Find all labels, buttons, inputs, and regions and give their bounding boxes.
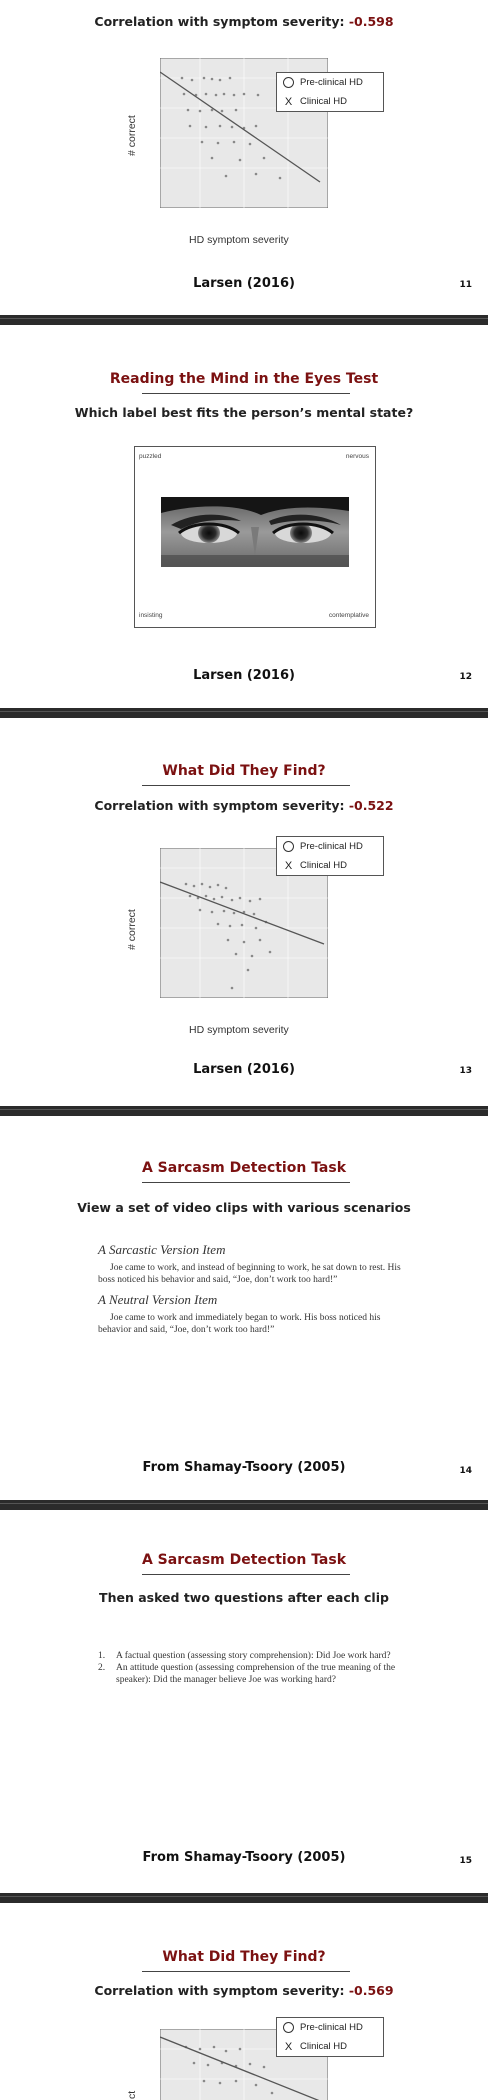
subtitle-text: Correlation with symptom severity:: [94, 1983, 349, 1998]
circle-marker-icon: [283, 2022, 294, 2033]
legend-16: [276, 2017, 384, 2057]
legend-item-pre-clinical: [277, 73, 383, 92]
slide-14: [0, 1116, 488, 1500]
slide-divider: [0, 1893, 488, 1903]
slide-13-source: Larsen (2016): [193, 1062, 295, 1077]
neutral-item-heading: A Neutral Version Item: [98, 1292, 218, 1307]
x-marker-icon: X: [284, 95, 293, 108]
slide-12-subtitle: Which label best fits the person’s mental state?: [74, 405, 414, 420]
list-text: A factual question (assessing story comprehension): Did Joe work hard?: [116, 1651, 391, 1661]
page-number: 15: [459, 1856, 472, 1866]
slide-15: [0, 1510, 488, 1893]
legend-item-clinical: [277, 2037, 383, 2056]
page-number: 12: [459, 672, 472, 682]
eyes-test-card: [134, 446, 376, 628]
slide-15-title: A Sarcasm Detection Task: [141, 1552, 347, 1568]
title-underline: [142, 393, 350, 394]
question-list: [98, 1650, 428, 1686]
list-number: 2.: [98, 1663, 106, 1673]
slide-13: [0, 718, 488, 1106]
title-underline: [142, 1574, 350, 1575]
list-text: An attitude question (assessing comprehension of the true meaning of the speaker): Did the manager believe Joe was working hard?: [116, 1663, 396, 1685]
list-number: 1.: [98, 1651, 106, 1661]
x-marker-icon: X: [284, 859, 293, 872]
legend-label: Clinical HD: [300, 2041, 347, 2052]
option-bottom-right: contemplative: [328, 612, 369, 619]
slide-14-subtitle: View a set of video clips with various scenarios: [77, 1200, 411, 1215]
legend-11: [276, 72, 384, 112]
correlation-value: -0.569: [348, 1983, 394, 1998]
eyes-photo: [161, 497, 349, 567]
option-top-right: nervous: [345, 453, 369, 460]
x-axis-label: HD symptom severity: [189, 1024, 289, 1036]
slide-13-title: What Did They Find?: [162, 763, 326, 779]
slide-12-title: Reading the Mind in the Eyes Test: [109, 371, 379, 387]
x-axis-label: HD symptom severity: [189, 234, 289, 246]
sarcastic-item-text: Joe came to work, and instead of beginning to work, he sat down to rest. His boss noticed his behavior and said, “Joe, don’t work too hard!”: [98, 1263, 401, 1285]
legend-label: Clinical HD: [300, 860, 347, 871]
slide-divider: [0, 1106, 488, 1116]
slide-14-title: A Sarcasm Detection Task: [141, 1160, 347, 1176]
slide-16: [0, 1903, 488, 2100]
legend-item-pre-clinical: [277, 837, 383, 856]
option-bottom-left: insisting: [139, 612, 163, 619]
slide-15-subtitle: Then asked two questions after each clip: [99, 1590, 389, 1605]
slide-11: [0, 0, 488, 315]
subtitle-text: Correlation with symptom severity:: [94, 798, 349, 813]
slide-15-source: From Shamay-Tsoory (2005): [142, 1850, 346, 1865]
page-number: 11: [459, 280, 472, 290]
slide-divider: [0, 708, 488, 718]
slide-12-source: Larsen (2016): [193, 668, 295, 683]
title-underline: [142, 1182, 350, 1183]
title-underline: [142, 785, 350, 786]
slide-11-subtitle: [0, 14, 488, 29]
x-marker-icon: X: [284, 2040, 293, 2053]
slide-divider: [0, 1500, 488, 1510]
option-top-left: puzzled: [139, 453, 162, 460]
slide-11-source: Larsen (2016): [193, 276, 295, 291]
legend-label: Pre-clinical HD: [300, 841, 363, 852]
slide-16-title: What Did They Find?: [162, 1949, 326, 1965]
subtitle-text: Correlation with symptom severity:: [94, 14, 349, 29]
neutral-item-text: Joe came to work and immediately began to work. His boss noticed his behavior and said, “Joe, don’t work too hard!”: [98, 1313, 381, 1335]
y-axis-label: ct: [126, 2090, 138, 2099]
legend-label: Pre-clinical HD: [300, 2022, 363, 2033]
list-item: [98, 1650, 428, 1662]
list-item: [98, 1662, 428, 1686]
y-axis-label: # correct: [126, 909, 138, 950]
title-underline: [142, 1971, 350, 1972]
legend-item-pre-clinical: [277, 2018, 383, 2037]
correlation-value: -0.522: [348, 798, 394, 813]
page-number: 13: [459, 1066, 472, 1076]
legend-item-clinical: [277, 92, 383, 111]
legend-label: Clinical HD: [300, 96, 347, 107]
slide-16-subtitle: [0, 1983, 488, 1998]
legend-13: [276, 836, 384, 876]
y-axis-label: # correct: [126, 115, 138, 156]
slide-13-subtitle: [0, 798, 488, 813]
slide-divider: [0, 315, 488, 325]
page-number: 14: [459, 1466, 472, 1476]
slide-14-source: From Shamay-Tsoory (2005): [142, 1460, 346, 1475]
circle-marker-icon: [283, 841, 294, 852]
circle-marker-icon: [283, 77, 294, 88]
correlation-value: -0.598: [348, 14, 394, 29]
legend-label: Pre-clinical HD: [300, 77, 363, 88]
sarcastic-item-heading: A Sarcastic Version Item: [98, 1242, 226, 1257]
legend-item-clinical: [277, 856, 383, 875]
